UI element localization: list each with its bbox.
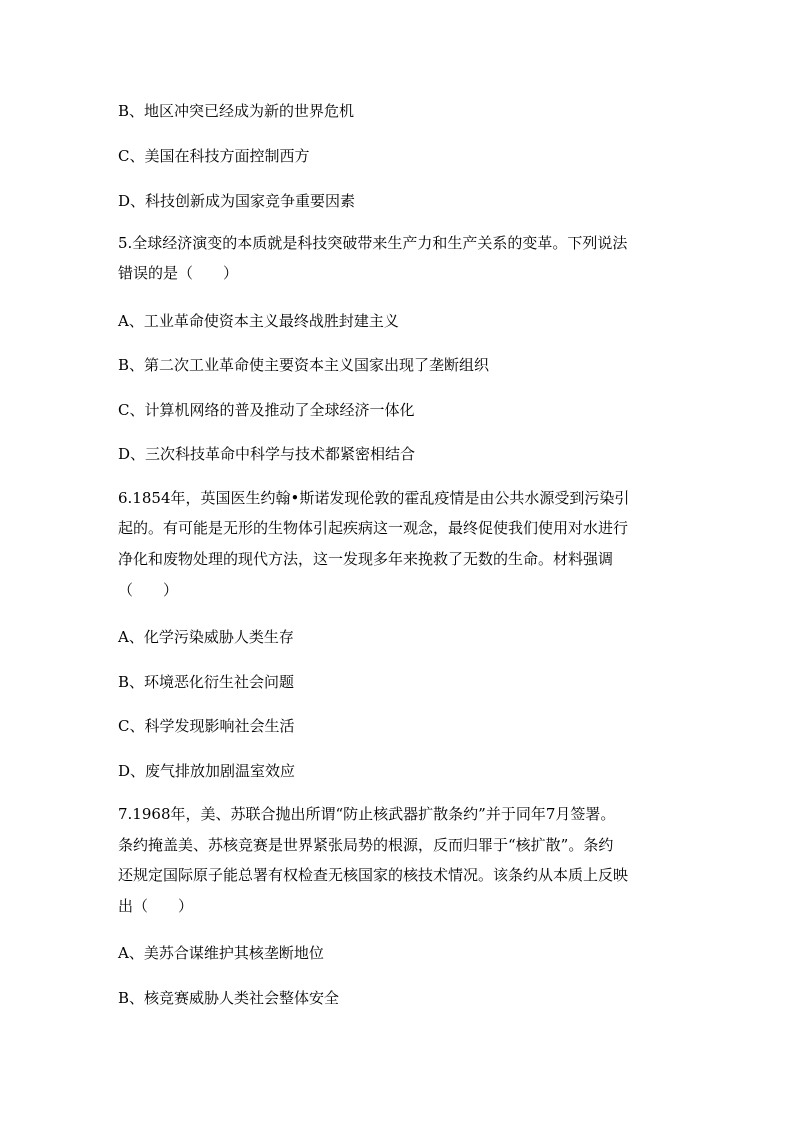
q6-stem-line-2: 起的。有可能是无形的生物体引起疾病这一观念，最终促使我们使用对水进行 (118, 519, 629, 537)
q6-stem-line-1: 6.1854年，英国医生约翰•斯诺发现伦敦的霍乱疫情是由公共水源受到污染引 (118, 489, 630, 507)
q5-option-a: A、工业革命使资本主义最终战胜封建主义 (118, 312, 399, 330)
q7-stem-line-4: 出（ ） (118, 897, 194, 915)
q7-stem-line-3: 还规定国际原子能总署有权检查无核国家的核技术情况。该条约从本质上反映 (118, 866, 629, 884)
q4-option-d: D、科技创新成为国家竞争重要因素 (118, 192, 356, 210)
q4-option-b: B、地区冲突已经成为新的世界危机 (118, 102, 355, 120)
q7-option-a: A、美苏合谋维护其核垄断地位 (118, 944, 324, 962)
q5-stem-line-2: 错误的是（ ） (118, 264, 239, 282)
q4-option-c: C、美国在科技方面控制西方 (118, 147, 310, 165)
q7-stem-line-2: 条约掩盖美、苏核竞赛是世界紧张局势的根源，反而归罪于“核扩散”。条约 (118, 836, 614, 854)
q5-option-c: C、计算机网络的普及推动了全球经济一体化 (118, 401, 415, 419)
q7-option-b: B、核竞赛威胁人类社会整体安全 (118, 989, 340, 1007)
q5-stem-line-1: 5.全球经济演变的本质就是科技突破带来生产力和生产关系的变革。下列说法 (118, 234, 628, 252)
q6-option-d: D、废气排放加剧温室效应 (118, 762, 296, 780)
q6-option-b: B、环境恶化衍生社会问题 (118, 673, 295, 691)
q6-stem-line-3: 净化和废物处理的现代方法，这一发现多年来挽救了无数的生命。材料强调 (118, 550, 614, 568)
q5-option-b: B、第二次工业革命使主要资本主义国家出现了垄断组织 (118, 356, 490, 374)
q6-stem-line-4: （ ） (118, 581, 179, 599)
q7-stem-line-1: 7.1968年，美、苏联合抛出所谓“防止核武器扩散条约”并于同年7月签署。 (118, 805, 616, 823)
q6-option-c: C、科学发现影响社会生活 (118, 717, 295, 735)
q5-option-d: D、三次科技革命中科学与技术都紧密相结合 (118, 445, 416, 463)
q6-option-a: A、化学污染威胁人类生存 (118, 628, 294, 646)
